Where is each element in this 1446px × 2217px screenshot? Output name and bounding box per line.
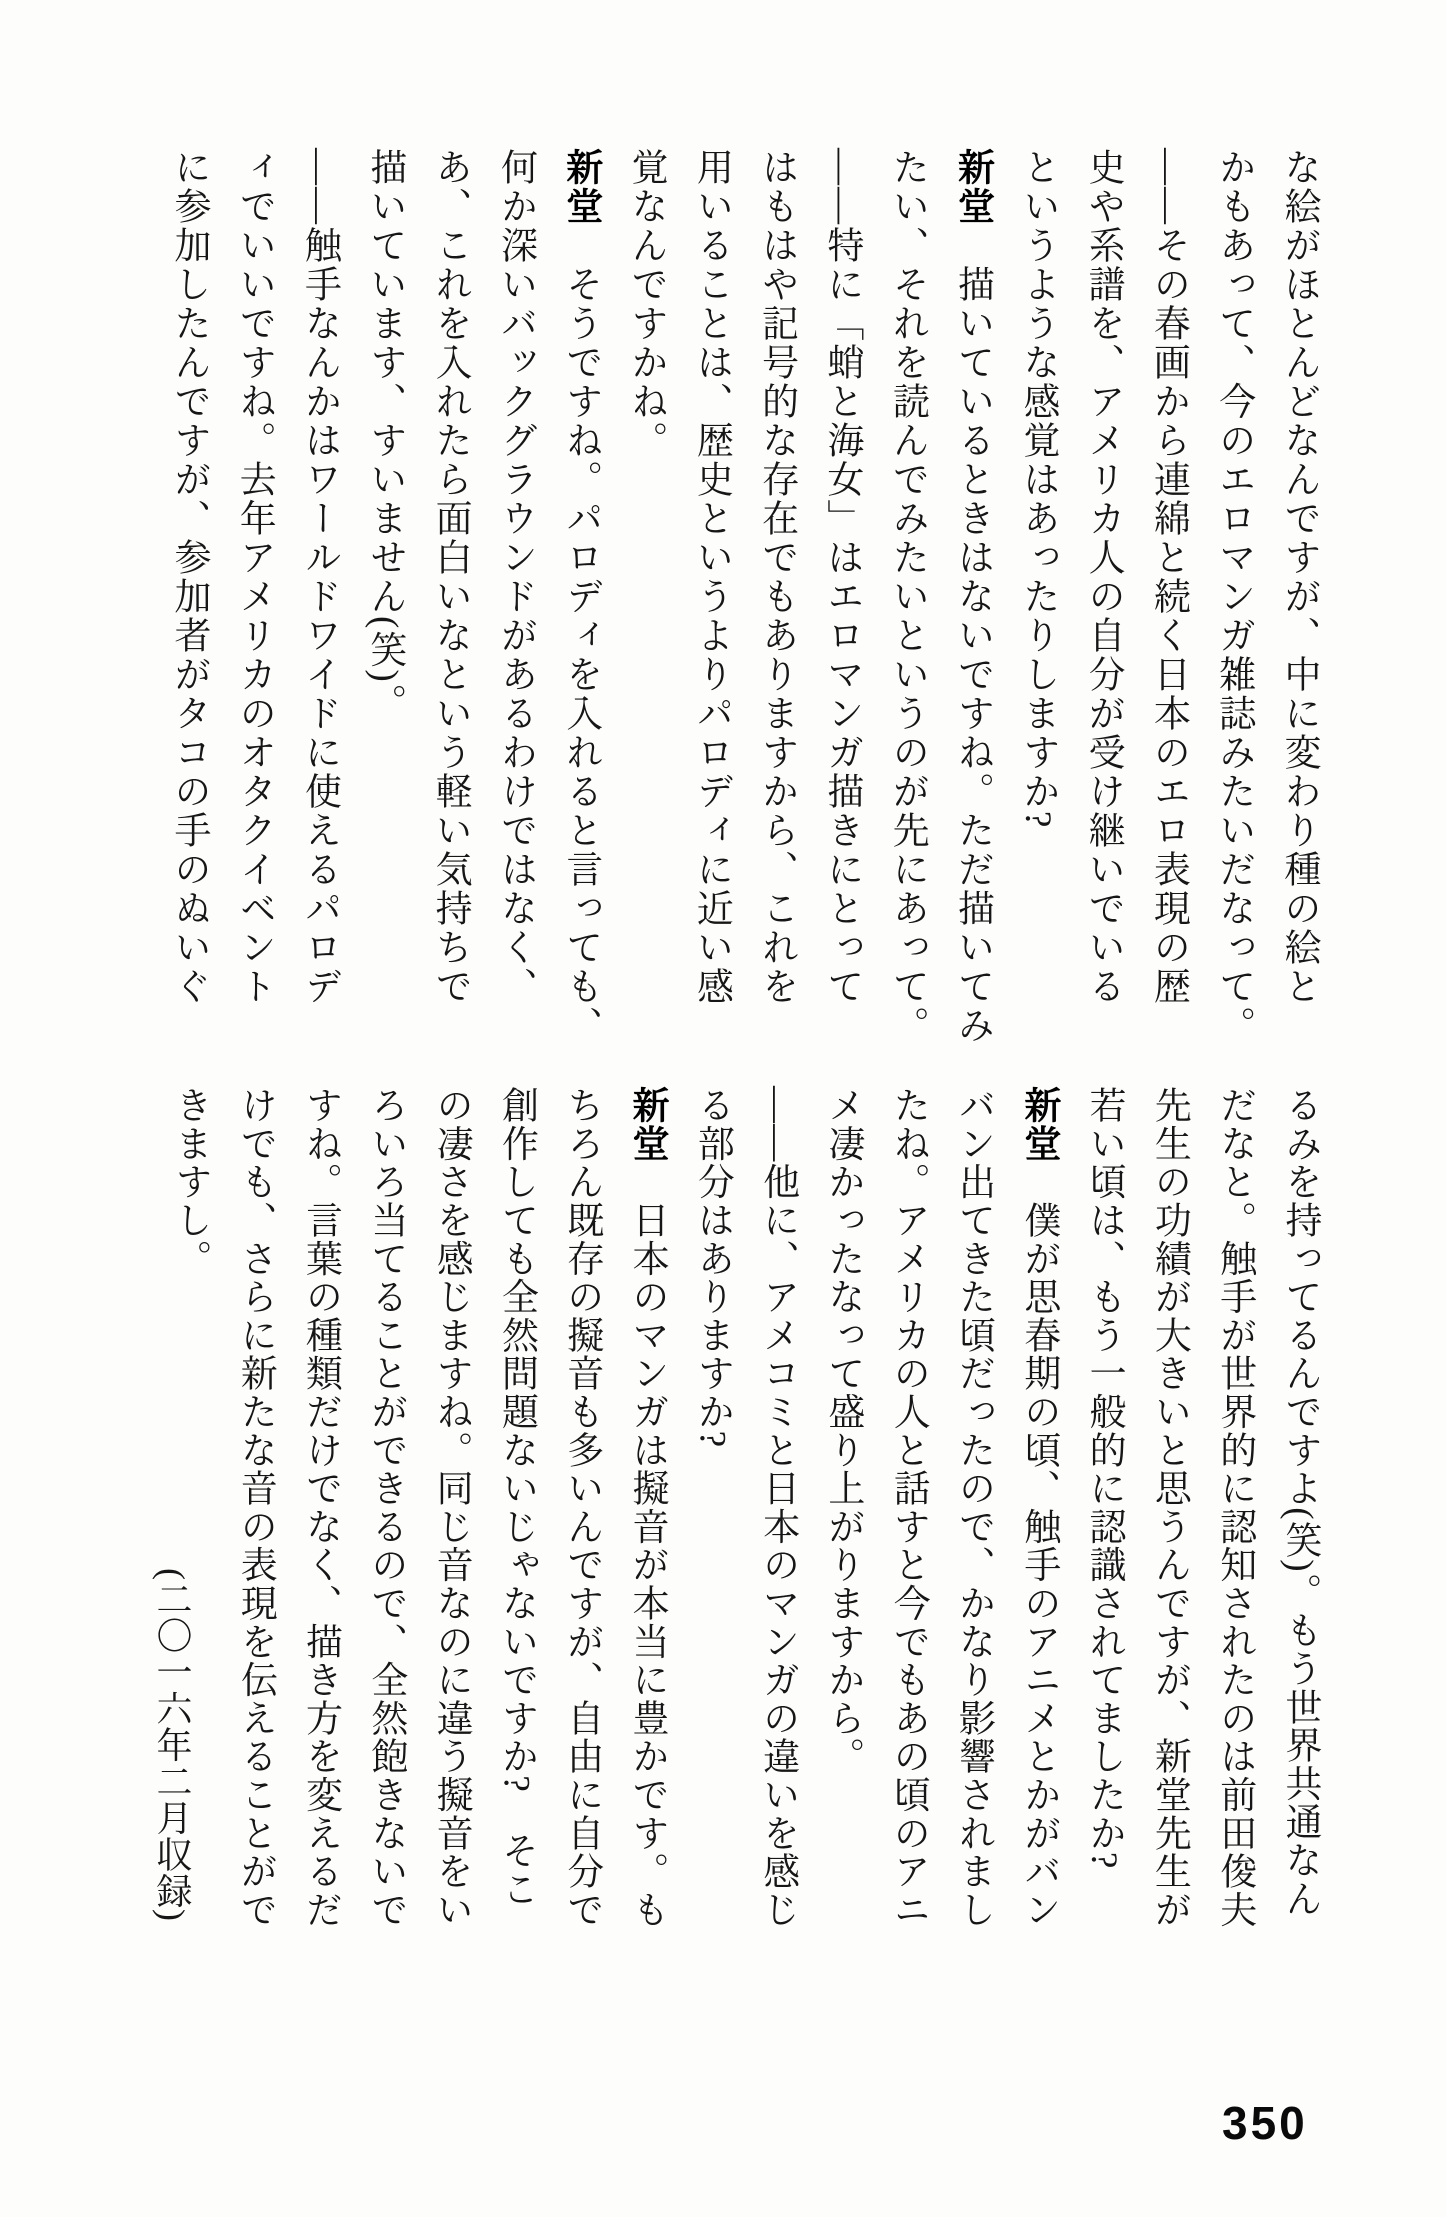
speaker-name: 新堂 bbox=[559, 148, 601, 226]
text-column: 史や系譜を、アメリカ人の自分が受け継いでいる bbox=[1082, 148, 1124, 1006]
text-column: ィでいいですね。去年アメリカのオタクイベント bbox=[233, 148, 275, 1006]
text-column: メ凄かったなって盛り上がりますから。 bbox=[821, 1086, 863, 1776]
text-column: きますし。 bbox=[168, 1086, 210, 1278]
speaker-name: 新堂 bbox=[626, 1086, 668, 1163]
speaker-name: 新堂 bbox=[951, 148, 993, 226]
text-column: たね。アメリカの人と話すと今でもあの頃のアニ bbox=[887, 1086, 929, 1929]
interview-text-block-bottom bbox=[156, 1086, 1332, 1931]
text-column: 何か深いバックグラウンドがあるわけではなく、 bbox=[494, 148, 536, 1006]
text-column: すね。言葉の種類だけでなく、描き方を変えるだ bbox=[299, 1086, 341, 1929]
text-column: ——他に、アメコミと日本のマンガの違いを感じ bbox=[756, 1086, 798, 1929]
text-column: というような感覚はあったりしますか? bbox=[1016, 148, 1058, 830]
text-column: バン出てきた頃だったので、かなり影響されまし bbox=[952, 1086, 994, 1929]
text-column: 先生の功績が大きいと思うんですが、新堂先生が bbox=[1148, 1086, 1190, 1929]
page-number: 350 bbox=[1222, 2097, 1308, 2149]
text-column: かもあって、今のエロマンガ雑誌みたいだなって。 bbox=[1212, 148, 1254, 1045]
text-column: に参加したんですが、参加者がタコの手のぬいぐ bbox=[167, 148, 209, 1006]
text-column: あ、これを入れたら面白いなという軽い気持ちで bbox=[429, 148, 471, 1006]
text-column: たい、それを読んでみたいというのが先にあって。 bbox=[886, 148, 928, 1045]
text-column: ——特に「蛸と海女」はエロマンガ描きにとって bbox=[820, 148, 862, 1006]
text-column: 若い頃は、もう一般的に認識されてましたか? bbox=[1083, 1086, 1125, 1870]
recording-date-note: (二〇一六年二月収録) bbox=[152, 1568, 192, 1922]
text-column: 創作しても全然問題ないじゃないですか? そこ bbox=[495, 1086, 537, 1909]
text-column: 新堂 日本のマンガは擬音が本当に豊かです。も bbox=[626, 1086, 668, 1929]
text-column: ——その春画から連綿と続く日本のエロ表現の歴 bbox=[1147, 148, 1189, 1006]
text-column: ——触手なんかはワールドワイドに使えるパロデ bbox=[298, 148, 340, 1006]
text-column: 新堂 僕が思春期の頃、触手のアニメとかがバン bbox=[1017, 1086, 1059, 1929]
text-column: の凄さを感じますね。同じ音なのに違う擬音をい bbox=[430, 1086, 472, 1929]
text-column: るみを持ってるんですよ(笑)。もう世界共通なん bbox=[1279, 1086, 1320, 1918]
text-column: ちろん既存の擬音も多いんですが、自由に自分で bbox=[560, 1086, 602, 1929]
text-column: 描いています、すいません(笑)。 bbox=[363, 148, 405, 723]
text-column: だなと。触手が世界的に認知されたのは前田俊夫 bbox=[1213, 1086, 1255, 1929]
text-column: 新堂 そうですね。パロディを入れると言っても、 bbox=[559, 148, 601, 1045]
text-column: 新堂 描いているときはないですね。ただ描いてみ bbox=[951, 148, 993, 1045]
text-column: な絵がほとんどなんですが、中に変わり種の絵と bbox=[1278, 148, 1319, 1006]
text-column: ろいろ当てることができるので、全然飽きないで bbox=[364, 1086, 406, 1929]
text-column: 覚なんですかね。 bbox=[625, 148, 667, 460]
text-column: 用いることは、歴史というよりパロディに近い感 bbox=[690, 148, 732, 1006]
speaker-name: 新堂 bbox=[1017, 1086, 1059, 1163]
interview-text-block-top bbox=[155, 148, 1331, 1045]
text-column: けでも、さらに新たな音の表現を伝えることがで bbox=[234, 1086, 276, 1929]
text-column: はもはや記号的な存在でもありますから、これを bbox=[755, 148, 797, 1006]
text-column: る部分はありますか? bbox=[691, 1086, 733, 1449]
